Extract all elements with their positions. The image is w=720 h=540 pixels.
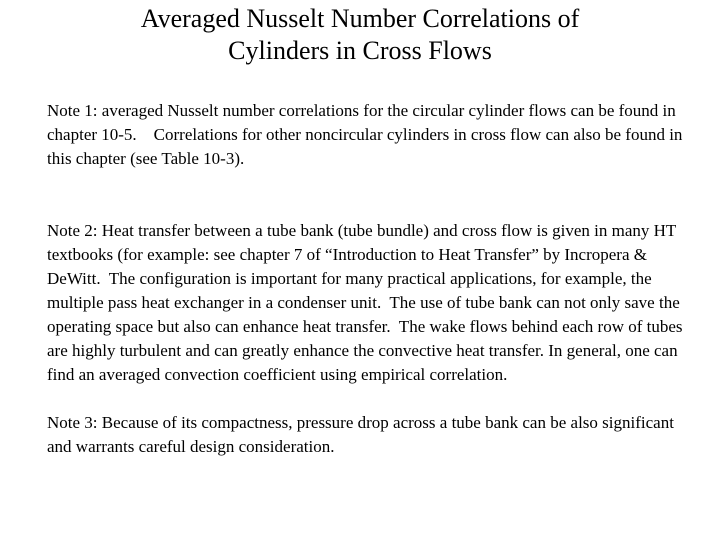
- note-3: Note 3: Because of its compactness, pressure drop across a tube bank can be also significant and warrants careful design consideration.: [47, 413, 679, 456]
- notes-body: [47, 99, 697, 459]
- note-2: Note 2: Heat transfer between a tube bank (tube bundle) and cross flow is given in many HT textbooks (for example: see chapter 7 of “Introduction to Heat Transfer” by Incropera & DeWitt. The configuration is important for many practical applications, for example, the multiple pass heat exchanger in a condenser unit. The use of tube bank can not only save the operating space but also can enhance heat transfer. The wake flows behind each row of tubes are highly turbulent and can greatly enhance the convective heat transfer. In general, one can find an averaged convection coefficient using empirical correlation.: [47, 221, 687, 384]
- note-1: Note 1: averaged Nusselt number correlations for the circular cylinder flows can be found in chapter 10-5. Correlations for other noncircular cylinders in cross flow can also be found in this chapter (see Table 10-3).: [47, 101, 687, 168]
- title-line-1: Averaged Nusselt Number Correlations of: [140, 4, 580, 33]
- slide-title: [0, 3, 720, 67]
- title-line-2: Cylinders in Cross Flows: [228, 36, 492, 65]
